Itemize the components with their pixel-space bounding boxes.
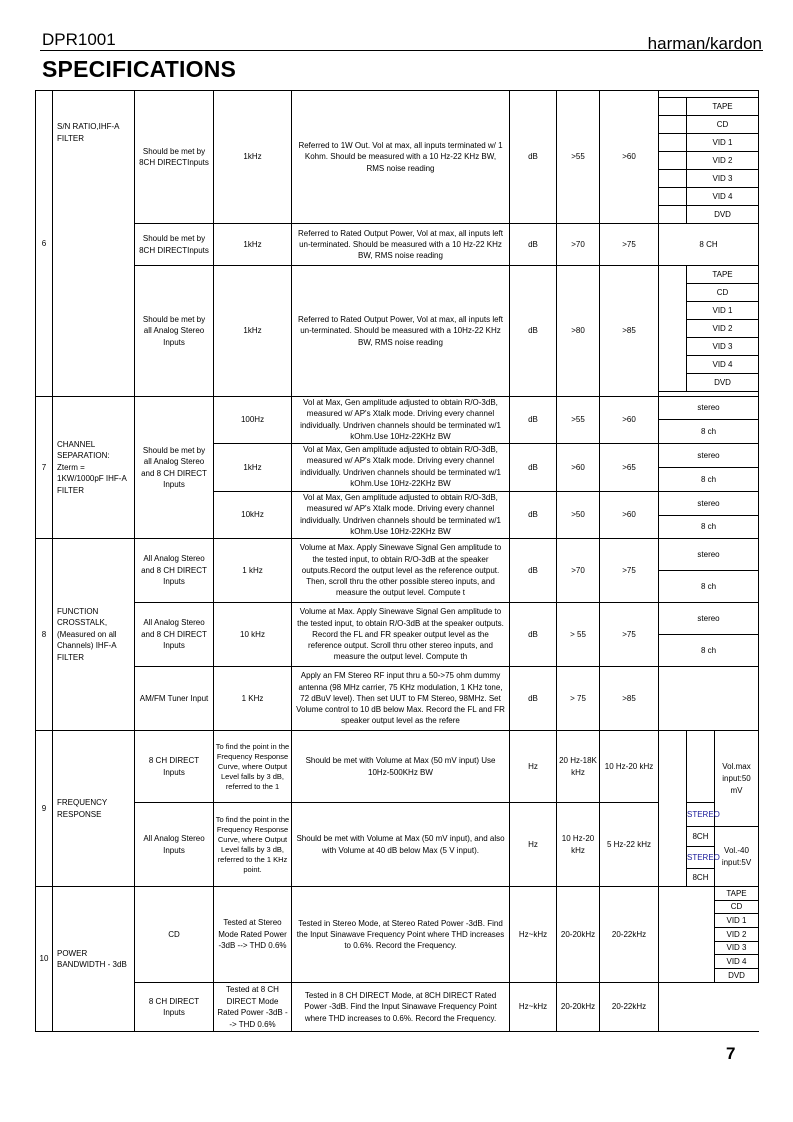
input-label: VID 3 xyxy=(715,942,759,955)
brand-name: harman/kardon xyxy=(647,34,762,53)
spec-frequency: 1kHz xyxy=(214,224,292,266)
input-label: CD xyxy=(687,284,759,302)
spec-description: Referred to Rated Output Power, Vol at max, all inputs left un-terminated. Should be measured with a 10Hz-22 KHz BW, RMS noise reading xyxy=(292,266,510,397)
spec-min: >70 xyxy=(557,539,600,603)
spec-unit: dB xyxy=(510,603,557,667)
table-row xyxy=(36,667,759,731)
input-label: stereo xyxy=(659,492,759,516)
input-label: VID 1 xyxy=(715,914,759,928)
input-label: VID 2 xyxy=(687,152,759,170)
input-label: 8 ch xyxy=(659,468,759,492)
spec-description: Referred to 1W Out. Vol at max, all inputs terminated w/ 1 Kohm. Should be measured with a 10 Hz-22 KHz BW, RMS noise reading xyxy=(292,91,510,224)
spec-typical: >75 xyxy=(600,539,659,603)
page-number: 7 xyxy=(726,1044,736,1063)
spec-description: Vol at Max, Gen amplitude adjusted to obtain R/O-3dB, measured w/ AP's Xtalk mode. Driving every channel individually. Undriven channels should be terminated w/1 kOhm.Use 10Hz-22KHz BW xyxy=(292,492,510,539)
table-row xyxy=(36,266,759,284)
table-row xyxy=(36,731,759,803)
input-label: VID 4 xyxy=(687,356,759,374)
spec-min: 20 Hz-18K kHz xyxy=(557,731,600,803)
spec-condition: Should be met by 8CH DIRECTInputs xyxy=(135,91,214,224)
spec-parameter: FUNCTION CROSSTALK, (Measured on all Channels) IHF-A FILTER xyxy=(53,539,135,731)
input-label: 8 ch xyxy=(659,516,759,539)
mode-label: 8CH xyxy=(687,869,715,887)
table-row xyxy=(36,224,759,266)
spec-unit: Hz~kHz xyxy=(510,887,557,983)
spec-description: Tested in Stereo Mode, at Stereo Rated Power -3dB. Find the Input Sinawave Frequency Point where THD increases to 0.6%. Record the Frequency. xyxy=(292,887,510,983)
input-label: VID 4 xyxy=(715,955,759,969)
spec-test-method: Tested at Stereo Mode Rated Power -3dB --> THD 0.6% xyxy=(214,887,292,983)
spec-unit: dB xyxy=(510,444,557,492)
spec-test-method: Tested at 8 CH DIRECT Mode Rated Power -3dB --> THD 0.6% xyxy=(214,983,292,1032)
spec-frequency: 100Hz xyxy=(214,397,292,444)
gap-cell xyxy=(659,983,759,1032)
spec-test-method: To find the point in the Frequency Response Curve, where Output Level falls by 3 dB, referred to the 1 xyxy=(214,731,292,803)
spec-test-method: To find the point in the Frequency Response Curve, where Output Level falls by 3 dB, referred to the 1 KHz point. xyxy=(214,803,292,887)
input-label: VID 2 xyxy=(715,928,759,942)
input-label: CD xyxy=(715,901,759,914)
spec-unit: dB xyxy=(510,492,557,539)
input-label: 8 ch xyxy=(659,571,759,603)
spec-frequency: 10kHz xyxy=(214,492,292,539)
spec-description: Referred to Rated Output Power, Vol at max, all inputs left un-terminated. Should be measured with a 10 Hz-22 KHz BW, RMS noise reading xyxy=(292,224,510,266)
spec-min: > 55 xyxy=(557,603,600,667)
spec-unit: Hz~kHz xyxy=(510,983,557,1032)
spec-number: 10 xyxy=(36,887,53,1032)
spec-frequency: 10 kHz xyxy=(214,603,292,667)
spec-number: 6 xyxy=(36,91,53,397)
spec-description: Volume at Max. Apply Sinewave Signal Gen amplitude to the tested input, to obtain R/O-3dB at the speaker outputs.Record the output level as the reference output. Then, scroll thru the other possible stereo inputs, and measure the output level. Compute t xyxy=(292,539,510,603)
spec-min: > 75 xyxy=(557,667,600,731)
spec-condition: All Analog Stereo Inputs xyxy=(135,803,214,887)
spec-condition: All Analog Stereo and 8 CH DIRECT Inputs xyxy=(135,603,214,667)
input-label: DVD xyxy=(687,374,759,392)
spec-parameter: FREQUENCY RESPONSE xyxy=(53,731,135,887)
spec-min: >55 xyxy=(557,397,600,444)
spec-number: 7 xyxy=(36,397,53,539)
input-label: VID 3 xyxy=(687,338,759,356)
spec-number: 9 xyxy=(36,731,53,887)
table-row xyxy=(36,603,759,635)
page-title: SPECIFICATIONS xyxy=(42,56,237,82)
spec-typical: >60 xyxy=(600,397,659,444)
spec-description: Vol at Max, Gen amplitude adjusted to obtain R/O-3dB, measured w/ AP's Xtalk mode. Driving every channel individually. Undriven channels should be terminated w/1 kOhm.Use 10Hz-22KHz BW xyxy=(292,444,510,492)
spec-condition: CD xyxy=(135,887,214,983)
spec-parameter: POWER BANDWIDTH - 3dB xyxy=(53,887,135,1032)
empty-cell xyxy=(659,667,759,731)
spec-unit: dB xyxy=(510,224,557,266)
spec-min: 10 Hz-20 kHz xyxy=(557,803,600,887)
spec-min: 20-20kHz xyxy=(557,887,600,983)
spec-condition: Should be met by 8CH DIRECTInputs xyxy=(135,224,214,266)
spec-unit: Hz xyxy=(510,803,557,887)
spec-condition: AM/FM Tuner Input xyxy=(135,667,214,731)
spec-typical: >65 xyxy=(600,444,659,492)
spec-typical: >75 xyxy=(600,224,659,266)
spec-description: Volume at Max. Apply Sinewave Signal Gen amplitude to the tested input, to obtain R/O-3dB at the speaker outputs. Record the FL and FR speaker output level as the reference output. Scroll thru other stereo inputs, and measure the output level. Compute th xyxy=(292,603,510,667)
spec-typical: 20-22kHz xyxy=(600,887,659,983)
spec-condition: Should be met by all Analog Stereo Inputs xyxy=(135,266,214,397)
input-label: TAPE xyxy=(687,98,759,116)
input-label: TAPE xyxy=(687,266,759,284)
volume-note: Vol.max input:50 mV xyxy=(715,731,759,827)
input-label: TAPE xyxy=(715,887,759,901)
spec-min: >50 xyxy=(557,492,600,539)
table-row xyxy=(36,983,759,1032)
spec-typical: 20-22kHz xyxy=(600,983,659,1032)
spec-typical: >85 xyxy=(600,266,659,397)
spec-unit: Hz xyxy=(510,731,557,803)
gap-cell xyxy=(659,116,687,134)
input-label: DVD xyxy=(715,969,759,983)
specifications-table xyxy=(35,90,759,1032)
input-label: VID 2 xyxy=(687,320,759,338)
spacer-cell xyxy=(659,91,759,98)
spec-unit: dB xyxy=(510,667,557,731)
mode-label: STEREO xyxy=(687,847,715,869)
gap-cell xyxy=(659,206,687,224)
input-label: stereo xyxy=(659,603,759,635)
spec-condition: 8 CH DIRECT Inputs xyxy=(135,983,214,1032)
input-label: VID 3 xyxy=(687,170,759,188)
spec-frequency: 1kHz xyxy=(214,444,292,492)
spec-description: Vol at Max, Gen amplitude adjusted to obtain R/O-3dB, measured w/ AP's Xtalk mode. Driving every channel individually. Undriven channels should be terminated w/1 kOhm.Use 10Hz-22KHz BW xyxy=(292,397,510,444)
spec-typical: 10 Hz-20 kHz xyxy=(600,731,659,803)
spec-description: Apply an FM Stereo RF input thru a 50->75 ohm dummy antenna (98 MHz carrier, 75 KHz modulation, 1 KHz tone, 72 dBuV level). Then set UUT to FM Stereo, 98MHz. Set Volume control to 10 dB below Max. Record the FL and FR speaker output level as the refere xyxy=(292,667,510,731)
spec-min: >55 xyxy=(557,91,600,224)
volume-note: Vol.-40 input:5V xyxy=(715,827,759,887)
spec-min: >80 xyxy=(557,266,600,397)
spec-condition: 8 CH DIRECT Inputs xyxy=(135,731,214,803)
spec-number: 8 xyxy=(36,539,53,731)
input-label: VID 1 xyxy=(687,134,759,152)
gap-cell xyxy=(659,98,687,116)
input-label: 8 ch xyxy=(659,420,759,444)
input-label: stereo xyxy=(659,539,759,571)
mode-label: STEREO xyxy=(687,803,715,827)
spec-description: Should be met with Volume at Max (50 mV input) Use 10Hz-500KHz BW xyxy=(292,731,510,803)
table-row xyxy=(36,803,759,827)
input-label: 8 CH xyxy=(659,224,759,266)
gap-cell xyxy=(659,134,687,152)
gap-cell xyxy=(659,731,687,803)
spec-unit: dB xyxy=(510,91,557,224)
input-label: CD xyxy=(687,116,759,134)
spec-typical: >85 xyxy=(600,667,659,731)
spec-unit: dB xyxy=(510,397,557,444)
table-row xyxy=(36,397,759,420)
spec-frequency: 1kHz xyxy=(214,266,292,397)
spec-min: >60 xyxy=(557,444,600,492)
spec-frequency: 1kHz xyxy=(214,91,292,224)
spec-frequency: 1 KHz xyxy=(214,667,292,731)
spec-parameter: CHANNEL SEPARATION: Zterm = 1KW/1000pF IHF-A FILTER xyxy=(53,397,135,539)
spec-min: >70 xyxy=(557,224,600,266)
spec-min: 20-20kHz xyxy=(557,983,600,1032)
spec-typical: 5 Hz-22 kHz xyxy=(600,803,659,887)
gap-cell xyxy=(659,803,687,887)
spec-condition: Should be met by all Analog Stereo and 8 CH DIRECT Inputs xyxy=(135,397,214,539)
input-label: stereo xyxy=(659,444,759,468)
spec-unit: dB xyxy=(510,539,557,603)
gap-cell xyxy=(659,152,687,170)
spec-unit: dB xyxy=(510,266,557,397)
spec-typical: >60 xyxy=(600,492,659,539)
model-name: DPR1001 xyxy=(42,30,116,49)
table-row xyxy=(36,539,759,571)
gap-cell xyxy=(687,731,715,803)
input-label: VID 1 xyxy=(687,302,759,320)
spec-typical: >60 xyxy=(600,91,659,224)
input-label: 8 ch xyxy=(659,635,759,667)
gap-cell xyxy=(659,188,687,206)
table-row xyxy=(36,887,759,901)
gap-cell xyxy=(659,887,715,983)
spec-description: Tested in 8 CH DIRECT Mode, at 8CH DIRECT Rated Power -3dB. Find the Input Sinawave Frequency Point where THD increases to 0.6%. Record the Frequency. xyxy=(292,983,510,1032)
input-label: stereo xyxy=(659,397,759,420)
spec-parameter: S/N RATIO,IHF-A FILTER xyxy=(53,91,135,397)
spec-typical: >75 xyxy=(600,603,659,667)
header-rule xyxy=(40,50,763,51)
gap-cell xyxy=(659,170,687,188)
input-label: VID 4 xyxy=(687,188,759,206)
gap-cell xyxy=(659,266,687,392)
spec-description: Should be met with Volume at Max (50 mV input), and also with Volume at 40 dB below Max (5 V input). xyxy=(292,803,510,887)
spec-condition: All Analog Stereo and 8 CH DIRECT Inputs xyxy=(135,539,214,603)
input-label: DVD xyxy=(687,206,759,224)
spec-frequency: 1 kHz xyxy=(214,539,292,603)
table-row xyxy=(36,91,759,98)
mode-label: 8CH xyxy=(687,827,715,847)
